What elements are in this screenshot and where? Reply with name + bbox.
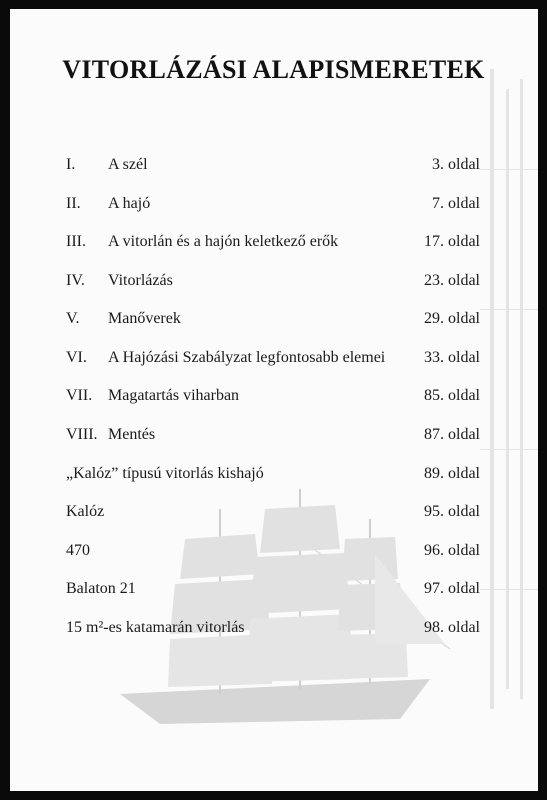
toc-chapter-title: Magatartás viharban [108, 387, 240, 404]
toc-chapter-title: 470 [66, 542, 90, 559]
toc-chapter-title: Balaton 21 [66, 580, 136, 597]
book-page [10, 9, 538, 791]
toc-page-reference: 7. oldal [432, 195, 480, 212]
toc-entry [66, 500, 480, 524]
toc-page-reference: 33. oldal [424, 349, 480, 366]
toc-chapter-title: 15 m²-es katamarán vitorlás [66, 619, 245, 636]
toc-chapter-number: IV. [66, 272, 85, 289]
table-of-contents [10, 9, 538, 791]
toc-chapter-number: VI. [66, 349, 87, 366]
toc-entry [66, 153, 480, 177]
toc-chapter-number: II. [66, 195, 81, 212]
toc-entry [66, 577, 480, 601]
toc-chapter-number: I. [66, 156, 76, 173]
toc-entry [66, 230, 480, 254]
toc-entry [66, 269, 480, 293]
toc-page-reference: 3. oldal [432, 156, 480, 173]
toc-page-reference: 97. oldal [424, 580, 480, 597]
toc-page-reference: 95. oldal [424, 503, 480, 520]
toc-page-reference: 89. oldal [424, 465, 480, 482]
toc-entry [66, 616, 480, 640]
toc-entry [66, 307, 480, 331]
toc-chapter-title: Mentés [108, 426, 156, 443]
toc-chapter-title: Kalóz [66, 503, 105, 520]
toc-chapter-title: A szél [108, 156, 148, 173]
toc-page-reference: 87. oldal [424, 426, 480, 443]
toc-entry [66, 192, 480, 216]
toc-page-reference: 98. oldal [424, 619, 480, 636]
toc-entry [66, 462, 480, 486]
toc-chapter-number: V. [66, 310, 80, 327]
toc-page-reference: 85. oldal [424, 387, 480, 404]
page-title: VITORLÁZÁSI ALAPISMERETEK [62, 55, 485, 84]
toc-chapter-title: „Kalóz” típusú vitorlás kishajó [66, 465, 264, 482]
toc-page-reference: 17. oldal [424, 233, 480, 250]
toc-chapter-number: III. [66, 233, 86, 250]
toc-page-reference: 96. oldal [424, 542, 480, 559]
toc-chapter-title: A hajó [108, 195, 151, 212]
toc-chapter-number: VIII. [66, 426, 98, 443]
toc-chapter-title: A Hajózási Szabályzat legfontosabb elemei [108, 349, 386, 366]
toc-chapter-title: Manőverek [108, 310, 181, 327]
toc-entry [66, 384, 480, 408]
toc-entry [66, 539, 480, 563]
toc-entry [66, 346, 480, 370]
toc-chapter-title: A vitorlán és a hajón keletkező erők [108, 233, 339, 250]
toc-page-reference: 29. oldal [424, 310, 480, 327]
toc-entry [66, 423, 480, 447]
toc-chapter-title: Vitorlázás [108, 272, 173, 289]
toc-page-reference: 23. oldal [424, 272, 480, 289]
toc-chapter-number: VII. [66, 387, 93, 404]
